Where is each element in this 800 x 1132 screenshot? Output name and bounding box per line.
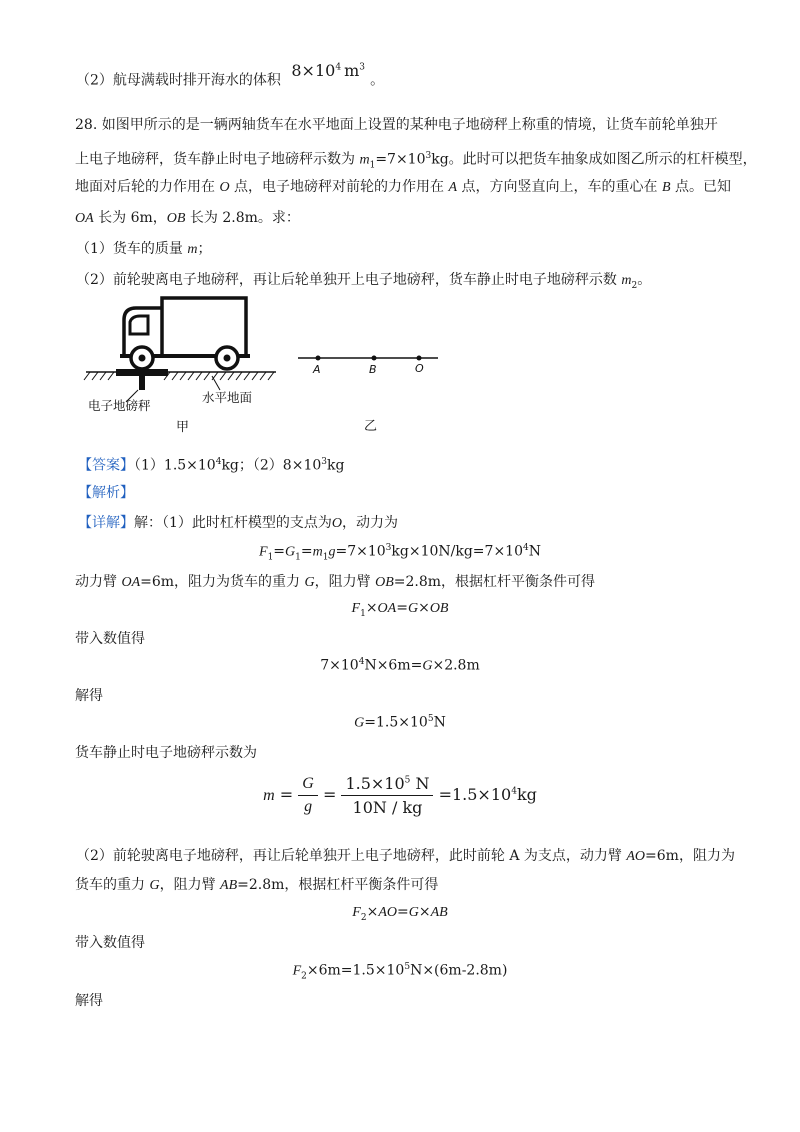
part2-text: =2.8m，根据杠杆平衡条件可得 bbox=[237, 877, 439, 893]
eq1-eq2: = bbox=[300, 543, 313, 560]
sub2-end: 。 bbox=[637, 272, 652, 288]
eq2-times: × bbox=[365, 600, 378, 616]
figure-yi-lever bbox=[292, 340, 452, 440]
eq5-num2-val: 1.5×10 bbox=[345, 774, 405, 793]
eq1-exp2: 4 bbox=[523, 543, 529, 553]
eq3-a: 7×10 bbox=[320, 657, 359, 674]
eq4-a: =1.5×10 bbox=[364, 714, 428, 731]
answer-line bbox=[78, 452, 344, 476]
eq5-eq3: = bbox=[438, 785, 452, 804]
part2-ao: AO bbox=[626, 849, 646, 864]
eq1-exp1: 3 bbox=[385, 543, 392, 553]
eq7-b: N×(6m-2.8m) bbox=[410, 962, 508, 979]
eq6-f: F bbox=[352, 905, 361, 920]
stem-text: 地面对后轮的力作用在 bbox=[75, 179, 220, 195]
equation-7 bbox=[0, 962, 800, 981]
eq4-b: N bbox=[433, 714, 446, 731]
part2-text: =6m，阻力为 bbox=[645, 848, 735, 864]
eq5-eq2: = bbox=[322, 785, 337, 804]
label-o: O bbox=[415, 362, 424, 375]
q28-stem-line3 bbox=[75, 177, 731, 198]
eq5-m: m bbox=[263, 787, 275, 804]
para2-text: ，阻力臂 bbox=[314, 574, 376, 590]
eq5-frac2 bbox=[341, 774, 433, 817]
q28-stem-line2 bbox=[75, 146, 757, 175]
eq3-g: G bbox=[422, 658, 433, 674]
eq5-den2: 10N / kg bbox=[352, 798, 423, 817]
eq6-times2: × bbox=[418, 904, 431, 920]
detail-intro-text: 解：（1）此时杠杆模型的支点为 bbox=[134, 515, 332, 531]
stem-text: 点，电子地磅秤对前轮的力作用在 bbox=[229, 179, 449, 195]
para2-ob: OB bbox=[375, 575, 394, 590]
stem-text: 点。已知 bbox=[670, 179, 731, 195]
eq2-eq: = bbox=[396, 600, 408, 616]
sub2-text: （2）前轮驶离电子地磅秤，再让后轮单独开上电子地磅秤，货车静止时电子地磅秤示数 bbox=[76, 272, 622, 288]
answer-1-exp: 4 bbox=[215, 457, 222, 467]
q28-stem-text1: 如图甲所示的是一辆两轴货车在水平地面上设置的某种电子地磅秤上称重的情境，让货车前轮单独开 bbox=[101, 117, 718, 133]
eq5-num1: G bbox=[298, 775, 318, 796]
analysis-tag: 【解析】 bbox=[78, 485, 134, 501]
q27-part2-value bbox=[291, 61, 370, 80]
eq6-eq: = bbox=[397, 904, 409, 920]
sub2-m: m bbox=[621, 273, 632, 288]
para2-text: 动力臂 bbox=[75, 574, 122, 590]
eq1-rest2: kg×10N/kg=7×10 bbox=[391, 543, 523, 560]
substitute-1: 带入数值得 bbox=[75, 631, 145, 647]
sub1-end: ； bbox=[197, 241, 212, 257]
stem-text: 长为 6m， bbox=[93, 210, 167, 226]
answer-tag: 【答案】 bbox=[78, 457, 134, 474]
label-a: A bbox=[313, 363, 321, 376]
point-b bbox=[372, 356, 377, 361]
para2-text: =6m，阻力为货车的重力 bbox=[140, 574, 305, 590]
part2-line1 bbox=[76, 846, 735, 867]
equation-6 bbox=[0, 904, 800, 923]
eq6-ao: AO bbox=[378, 905, 397, 920]
eq3-c: ×2.8m bbox=[432, 657, 480, 674]
answer-1-unit: kg；（2）8×10 bbox=[221, 457, 322, 474]
eq1-gg: g bbox=[328, 544, 336, 560]
eq5-eq1: = bbox=[279, 785, 294, 804]
m1-exp: 3 bbox=[425, 151, 432, 161]
q28-stem-line1 bbox=[75, 115, 718, 135]
answer-2-unit: kg bbox=[327, 457, 345, 474]
para2-oa: OA bbox=[121, 575, 141, 590]
eq3-exp: 4 bbox=[358, 657, 365, 667]
leader-ground bbox=[212, 376, 220, 390]
equation-5 bbox=[0, 774, 800, 817]
eq1-m-sub: 1 bbox=[322, 552, 329, 563]
eq5-res: 1.5×10 bbox=[451, 785, 512, 804]
eq1-eq: = bbox=[273, 543, 286, 560]
ob-ref: OB bbox=[166, 211, 186, 226]
eq7-exp: 5 bbox=[404, 962, 411, 972]
label-ground: 水平地面 bbox=[202, 390, 253, 405]
eq6-g: G bbox=[408, 905, 419, 920]
point-o bbox=[417, 356, 422, 361]
eq1-f: F bbox=[259, 544, 268, 560]
eq2-times2: × bbox=[418, 600, 430, 616]
stem-text: 点，方向竖直向上，车的重心在 bbox=[457, 179, 662, 195]
value-unit-exp: 3 bbox=[359, 63, 365, 73]
sub1-m: m bbox=[187, 242, 198, 257]
label-scale: 电子地磅秤 bbox=[88, 398, 151, 413]
equation-1 bbox=[0, 543, 800, 562]
eq1-m: m bbox=[312, 544, 323, 560]
q28-number: 28. bbox=[75, 117, 98, 133]
label-b: B bbox=[369, 363, 377, 376]
point-a-ref: A bbox=[448, 180, 458, 195]
stem-text: 长为 2.8m。求： bbox=[185, 210, 300, 226]
m1-unit: kg。此时可以把货车抽象成如图乙所示的杠杆模型， bbox=[431, 151, 757, 168]
answer-1: （1）1.5×10 bbox=[134, 457, 216, 474]
solve-2: 解得 bbox=[75, 993, 103, 1009]
part2-text: 货车的重力 bbox=[75, 877, 150, 893]
scale-post bbox=[139, 376, 145, 390]
eq6-f-sub: 2 bbox=[360, 912, 367, 923]
equation-3 bbox=[0, 657, 800, 675]
eq5-num2-exp: 5 bbox=[404, 775, 411, 786]
eq6-ab: AB bbox=[430, 905, 448, 920]
sub2-sub: 2 bbox=[631, 280, 638, 291]
q28-stem-line4 bbox=[75, 208, 300, 229]
eq3-b: N×6m= bbox=[364, 657, 423, 674]
eq7-f-sub: 2 bbox=[301, 971, 307, 982]
eq2-f-sub: 1 bbox=[360, 608, 366, 619]
q27-part2-prefix: （2）航母满载时排开海水的体积 bbox=[76, 72, 281, 89]
part2-text: （2）前轮驶离电子地磅秤，再让后轮单独开上电子地磅秤，此时前轮 A 为支点，动力臂 bbox=[76, 848, 627, 864]
part2-g: G bbox=[149, 878, 160, 893]
figure-jia-truck bbox=[80, 292, 290, 437]
stem-text: 上电子地磅秤，货车静止时电子地磅秤示数为 bbox=[75, 151, 360, 168]
point-o-ref: O bbox=[219, 180, 230, 195]
part2-text: ，阻力臂 bbox=[159, 877, 221, 893]
eq1-f-sub: 1 bbox=[267, 552, 274, 563]
para2-g: G bbox=[304, 575, 315, 590]
eq1-g-sub: 1 bbox=[295, 552, 301, 563]
eq6-times: × bbox=[366, 904, 379, 920]
truck-window bbox=[130, 316, 148, 334]
eq7-f: F bbox=[292, 963, 302, 979]
eq5-res-unit: kg bbox=[516, 785, 537, 804]
part2-ab: AB bbox=[220, 878, 238, 893]
eq1-g: G bbox=[285, 544, 296, 560]
eq2-ob: OB bbox=[429, 601, 449, 616]
eq5-frac1 bbox=[298, 775, 318, 816]
detail-intro bbox=[78, 513, 398, 534]
eq1-rest: =7×10 bbox=[335, 543, 386, 560]
equation-2 bbox=[0, 600, 800, 619]
para2-text: =2.8m，根据杠杆平衡条件可得 bbox=[393, 574, 596, 590]
eq2-f: F bbox=[351, 601, 361, 616]
oa-ref: OA bbox=[75, 211, 94, 226]
detail-para2 bbox=[75, 572, 595, 593]
value-exp: 4 bbox=[335, 63, 342, 73]
eq2-g: G bbox=[407, 601, 419, 616]
q28-sub1 bbox=[76, 239, 211, 260]
caption-jia: 甲 bbox=[176, 420, 190, 435]
m1-symbol: m bbox=[359, 152, 370, 168]
eq5-res-exp: 4 bbox=[511, 786, 517, 797]
eq1-unit: N bbox=[528, 543, 541, 560]
reading-line: 货车静止时电子地磅秤示数为 bbox=[75, 745, 257, 761]
detail-intro-end: ，动力为 bbox=[342, 515, 399, 531]
eq5-den1: g bbox=[304, 798, 313, 815]
value-mantissa: 8×10 bbox=[291, 61, 336, 81]
m1-sub: 1 bbox=[369, 160, 376, 171]
detail-o: O bbox=[331, 516, 343, 531]
ground-hatch bbox=[84, 372, 274, 380]
solve-1: 解得 bbox=[75, 688, 103, 704]
substitute-2: 带入数值得 bbox=[75, 935, 145, 951]
eq4-exp: 5 bbox=[427, 714, 434, 724]
equation-4 bbox=[0, 714, 800, 732]
q27-part2-line bbox=[76, 61, 385, 90]
part2-line2 bbox=[75, 875, 438, 896]
eq5-num2-unit: N bbox=[410, 774, 430, 793]
eq7-a: ×6m=1.5×10 bbox=[306, 962, 405, 979]
electronic-scale bbox=[116, 369, 168, 376]
point-b-ref: B bbox=[661, 180, 671, 195]
caption-yi: 乙 bbox=[364, 419, 378, 434]
m1-value: =7×10 bbox=[375, 151, 426, 168]
eq4-g: G bbox=[354, 715, 365, 731]
detail-tag: 【详解】 bbox=[78, 515, 134, 531]
value-unit: m bbox=[344, 61, 360, 81]
q27-part2-suffix: 。 bbox=[370, 72, 385, 89]
point-a bbox=[316, 356, 321, 361]
eq2-oa: OA bbox=[377, 601, 397, 616]
answer-2-exp: 3 bbox=[321, 457, 327, 467]
eq5-num2 bbox=[341, 774, 433, 796]
sub1-text: （1）货车的质量 bbox=[76, 241, 188, 257]
